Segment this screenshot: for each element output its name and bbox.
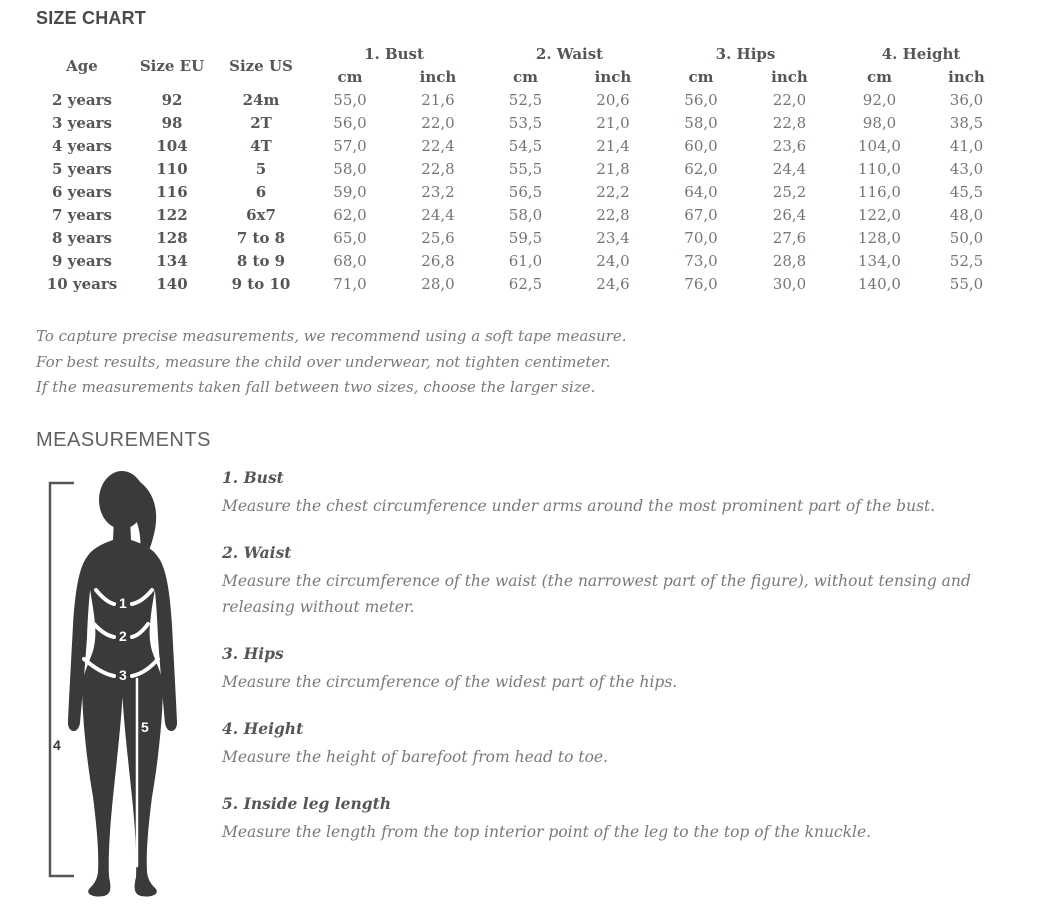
measurement-description: Measure the circumference of the widest part of the hips. xyxy=(222,672,678,691)
size-eu-cell: 134 xyxy=(156,252,188,270)
body-silhouette-figure xyxy=(36,466,218,906)
table-row xyxy=(36,250,1008,273)
inseam-number-label: 5 xyxy=(141,718,149,735)
value-cell: 21,6 xyxy=(421,91,455,109)
value-cell: 58,0 xyxy=(333,160,367,178)
value-cell: 71,0 xyxy=(333,275,367,293)
value-cell: 62,0 xyxy=(684,160,718,178)
value-cell: 28,8 xyxy=(772,252,807,270)
value-cell: 27,6 xyxy=(772,229,807,247)
value-cell: 62,0 xyxy=(333,206,367,224)
value-cell: 116,0 xyxy=(858,183,901,201)
age-cell: 5 years xyxy=(52,160,112,178)
measurement-description: Measure the circumference of the waist (the narrowest part of the figure), without tensing and releasing without meter. xyxy=(222,571,971,616)
measurement-item xyxy=(222,468,1006,519)
measurement-description: Measure the height of barefoot from head to toe. xyxy=(222,747,609,766)
age-cell: 7 years xyxy=(52,206,112,224)
height-number-label: 4 xyxy=(53,736,61,753)
unit-header-inch: inch xyxy=(771,68,808,86)
unit-header-cm: cm xyxy=(866,68,892,86)
value-cell: 45,5 xyxy=(949,183,984,201)
table-row xyxy=(36,204,1008,227)
size-table xyxy=(36,43,1008,296)
note-line: For best results, measure the child over underwear, not tighten centimeter. xyxy=(36,352,611,371)
value-cell: 98,0 xyxy=(862,114,897,132)
value-cell: 58,0 xyxy=(684,114,718,132)
age-cell: 4 years xyxy=(52,137,112,155)
value-cell: 59,5 xyxy=(508,229,543,247)
age-cell: 3 years xyxy=(52,114,112,132)
table-row xyxy=(36,227,1008,250)
value-cell: 56,0 xyxy=(684,91,718,109)
value-cell: 134,0 xyxy=(858,252,901,270)
value-cell: 70,0 xyxy=(684,229,718,247)
size-eu-cell: 110 xyxy=(156,160,188,178)
size-table-body xyxy=(36,89,1008,296)
age-cell: 10 years xyxy=(46,275,118,293)
value-cell: 21,0 xyxy=(596,114,630,132)
value-cell: 55,0 xyxy=(333,91,367,109)
value-cell: 92,0 xyxy=(862,91,897,109)
value-cell: 62,5 xyxy=(508,275,543,293)
waist-number-label: 2 xyxy=(119,627,127,644)
size-us-cell: 8 to 9 xyxy=(236,252,286,270)
group-header-hips: 3. Hips xyxy=(715,45,776,63)
size-us-cell: 4T xyxy=(250,137,272,155)
value-cell: 26,4 xyxy=(772,206,807,224)
value-cell: 21,8 xyxy=(596,160,630,178)
value-cell: 56,5 xyxy=(508,183,543,201)
value-cell: 58,0 xyxy=(508,206,543,224)
note-line: If the measurements taken fall between two sizes, choose the larger size. xyxy=(36,378,596,396)
value-cell: 23,6 xyxy=(772,137,807,155)
col-header-size-us: Size US xyxy=(229,56,293,75)
value-cell: 67,0 xyxy=(684,206,718,224)
age-cell: 2 years xyxy=(52,91,112,109)
value-cell: 53,5 xyxy=(508,114,543,132)
measurement-list xyxy=(222,466,1006,869)
value-cell: 41,0 xyxy=(949,137,984,155)
measurement-item xyxy=(222,543,1006,620)
notes xyxy=(36,324,1006,401)
measurement-label: 4. Height xyxy=(222,718,304,738)
unit-header-cm: cm xyxy=(512,68,538,86)
size-eu-cell: 140 xyxy=(156,275,188,293)
value-cell: 76,0 xyxy=(684,275,718,293)
group-header-bust: 1. Bust xyxy=(364,45,424,63)
value-cell: 65,0 xyxy=(333,229,367,247)
value-cell: 30,0 xyxy=(772,275,807,293)
note-line: To capture precise measurements, we recommend using a soft tape measure. xyxy=(36,327,627,345)
value-cell: 22,2 xyxy=(596,183,630,201)
size-eu-cell: 116 xyxy=(156,183,188,201)
table-group-header-row xyxy=(36,43,1008,66)
table-row xyxy=(36,112,1008,135)
body-figure xyxy=(36,466,222,910)
size-eu-cell: 122 xyxy=(156,206,188,224)
table-row xyxy=(36,135,1008,158)
measurements-section xyxy=(36,466,1006,910)
value-cell: 54,5 xyxy=(508,137,543,155)
value-cell: 122,0 xyxy=(858,206,901,224)
value-cell: 110,0 xyxy=(858,160,901,178)
value-cell: 52,5 xyxy=(949,252,984,270)
age-cell: 6 years xyxy=(52,183,112,201)
value-cell: 56,0 xyxy=(333,114,367,132)
value-cell: 23,2 xyxy=(421,183,455,201)
value-cell: 55,5 xyxy=(508,160,543,178)
hips-number-label: 3 xyxy=(119,666,127,683)
measurement-label: 3. Hips xyxy=(222,643,284,663)
size-us-cell: 6 xyxy=(255,183,267,201)
value-cell: 24,0 xyxy=(596,252,630,270)
size-us-cell: 9 to 10 xyxy=(231,275,291,293)
value-cell: 59,0 xyxy=(333,183,367,201)
value-cell: 38,5 xyxy=(949,114,984,132)
value-cell: 22,0 xyxy=(772,91,807,109)
value-cell: 24,4 xyxy=(772,160,807,178)
value-cell: 22,0 xyxy=(421,114,455,132)
group-header-waist: 2. Waist xyxy=(535,45,604,63)
value-cell: 68,0 xyxy=(333,252,367,270)
size-us-cell: 7 to 8 xyxy=(236,229,286,247)
value-cell: 104,0 xyxy=(858,137,901,155)
value-cell: 60,0 xyxy=(684,137,718,155)
measurement-item xyxy=(222,794,1006,845)
size-eu-cell: 128 xyxy=(156,229,188,247)
measurement-description: Measure the length from the top interior point of the leg to the top of the knuckle. xyxy=(222,822,872,841)
unit-header-inch: inch xyxy=(419,68,457,86)
value-cell: 73,0 xyxy=(684,252,718,270)
value-cell: 36,0 xyxy=(949,91,984,109)
table-row xyxy=(36,273,1008,296)
age-cell: 8 years xyxy=(52,229,112,247)
female-silhouette xyxy=(68,471,177,897)
measurement-item xyxy=(222,644,1006,695)
value-cell: 128,0 xyxy=(858,229,901,247)
table-row xyxy=(36,89,1008,112)
value-cell: 20,6 xyxy=(596,91,630,109)
value-cell: 64,0 xyxy=(684,183,718,201)
value-cell: 24,6 xyxy=(596,275,630,293)
value-cell: 24,4 xyxy=(421,206,455,224)
size-chart-title: SIZE CHART xyxy=(36,8,146,28)
size-eu-cell: 92 xyxy=(161,91,183,109)
measurement-description: Measure the chest circumference under arms around the most prominent part of the bust. xyxy=(222,496,936,515)
value-cell: 22,8 xyxy=(596,206,630,224)
unit-header-cm: cm xyxy=(688,68,714,86)
value-cell: 22,8 xyxy=(772,114,807,132)
value-cell: 48,0 xyxy=(949,206,984,224)
value-cell: 55,0 xyxy=(949,275,984,293)
value-cell: 21,4 xyxy=(596,137,630,155)
value-cell: 26,8 xyxy=(421,252,455,270)
value-cell: 25,2 xyxy=(772,183,807,201)
value-cell: 22,4 xyxy=(421,137,455,155)
value-cell: 52,5 xyxy=(508,91,543,109)
unit-header-cm: cm xyxy=(337,68,363,86)
value-cell: 43,0 xyxy=(949,160,984,178)
value-cell: 61,0 xyxy=(508,252,543,270)
size-eu-cell: 104 xyxy=(156,137,188,155)
measurement-label: 5. Inside leg length xyxy=(222,793,392,813)
measurement-label: 1. Bust xyxy=(222,467,284,487)
measurement-item xyxy=(222,719,1006,770)
size-us-cell: 24m xyxy=(242,91,280,109)
table-row xyxy=(36,181,1008,204)
table-row xyxy=(36,158,1008,181)
size-eu-cell: 98 xyxy=(161,114,183,132)
value-cell: 57,0 xyxy=(333,137,367,155)
value-cell: 23,4 xyxy=(596,229,630,247)
value-cell: 25,6 xyxy=(421,229,455,247)
unit-header-inch: inch xyxy=(948,68,985,86)
size-us-cell: 5 xyxy=(255,160,267,178)
value-cell: 140,0 xyxy=(858,275,901,293)
unit-header-inch: inch xyxy=(594,68,632,86)
value-cell: 28,0 xyxy=(421,275,455,293)
group-header-height: 4. Height xyxy=(881,45,961,63)
measurement-label: 2. Waist xyxy=(222,542,292,562)
age-cell: 9 years xyxy=(52,252,112,270)
bust-number-label: 1 xyxy=(119,594,127,611)
size-us-cell: 2T xyxy=(250,114,272,132)
value-cell: 50,0 xyxy=(949,229,984,247)
col-header-size-eu: Size EU xyxy=(139,56,205,75)
measurements-title: MEASUREMENTS xyxy=(36,428,211,451)
col-header-age: Age xyxy=(66,56,98,75)
value-cell: 22,8 xyxy=(421,160,455,178)
size-us-cell: 6x7 xyxy=(246,206,276,224)
